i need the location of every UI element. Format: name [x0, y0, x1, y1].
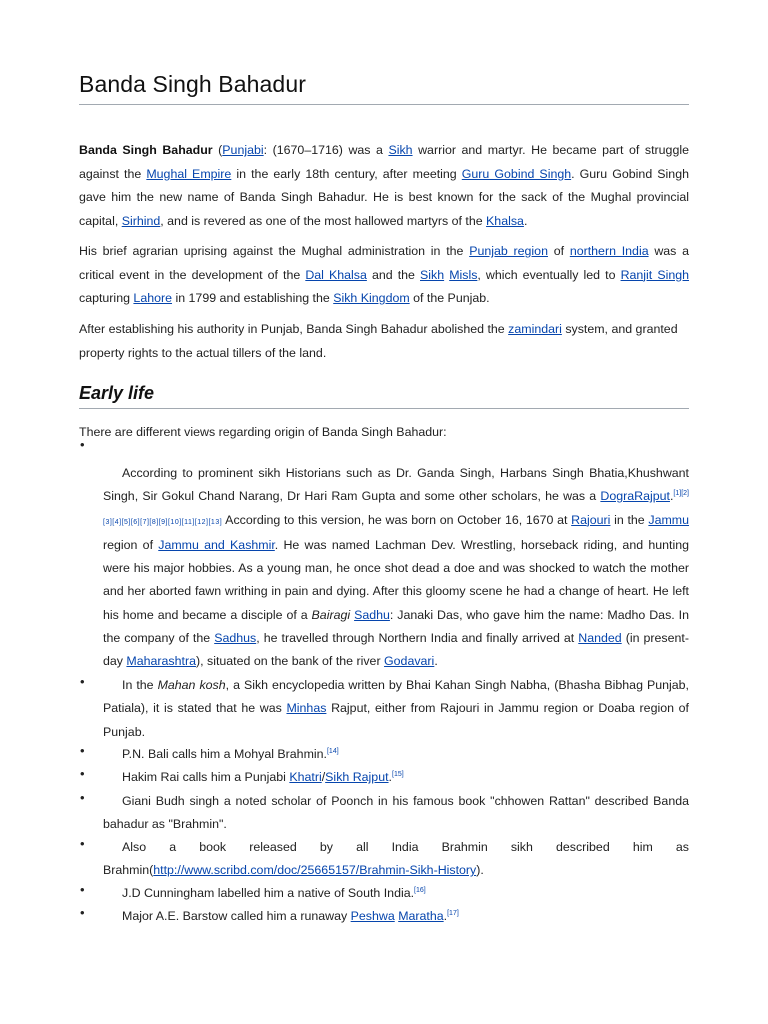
link-rajouri[interactable]: Rajouri [571, 512, 611, 527]
section-heading-early-life: Early life [79, 382, 689, 409]
list-item-1 [103, 462, 689, 674]
text: (in present-day [103, 631, 689, 669]
agrarian-paragraph [79, 240, 689, 311]
text: Also a book released by all India Brahmin sikh described him as Brahmin( [103, 840, 689, 878]
text: . [434, 654, 438, 669]
text: His brief agrarian uprising against the Mughal administration in the [79, 244, 470, 258]
text: . [443, 909, 448, 923]
text: . [523, 213, 528, 228]
link-sikh-kingdom[interactable]: Sikh Kingdom [333, 291, 410, 305]
page-title: Banda Singh Bahadur [79, 70, 689, 105]
text: ), situated on the bank of the river [195, 654, 385, 669]
text: According to this version, he was born on October 16, 1670 at [222, 512, 572, 527]
text: . He was named Lachman Dev. Wrestling, horseback riding, and hunting were his major hobbies. As a young man, he once shot dead a doe and was shocked to watch the mother and her aborted fawn writhing in pain and dying. After this gloomy scene he had a change of heart. He left his home and became a disciple of a [103, 537, 689, 622]
list-item-2 [103, 674, 689, 744]
link-guru-gobind-singh[interactable]: Guru Gobind Singh [461, 166, 572, 181]
zamindari-paragraph [79, 318, 689, 365]
link-khalsa[interactable]: Khalsa [486, 213, 524, 228]
text: of the Punjab. [409, 291, 490, 305]
bullet-marker: • [80, 674, 85, 689]
link-sadhus[interactable]: Sadhus [214, 631, 257, 646]
link-sikh[interactable]: Sikh [388, 143, 413, 157]
text: in the early 18th century, after meeting [231, 166, 462, 181]
text: . [669, 489, 674, 504]
reference-links[interactable]: [3][4][5][6][7][8][9][10][11][12][13] [103, 518, 223, 526]
text: According to prominent sikh Historians such as Dr. Ganda Singh, Harbans Singh Bhatia,Khushwant Singh, Sir Gokul Chand Narang, Dr Hari Ram Gupta and some other scholars, he was a [103, 466, 689, 504]
reference-link[interactable]: [16] [414, 886, 426, 894]
term-bairagi: Bairagi [311, 607, 351, 622]
link-scribd-url[interactable]: http://www.scribd.com/doc/25665157/Brahmin-Sikh-History [153, 863, 477, 878]
link-maharashtra[interactable]: Maharashtra [126, 654, 196, 669]
text: : (1670–1716) was a [263, 143, 389, 157]
bullet-marker: • [80, 882, 85, 897]
list-item-6 [103, 836, 689, 883]
link-misls[interactable]: Misls [449, 267, 478, 282]
link-nanded[interactable]: Nanded [578, 631, 622, 646]
reference-link[interactable]: [14] [326, 747, 339, 755]
link-jammu[interactable]: Jammu [648, 512, 690, 527]
text: of [547, 244, 570, 258]
bullet-marker: • [80, 836, 85, 851]
reference-link[interactable]: [17] [447, 909, 459, 917]
text: Rajput, either from Rajouri in Jammu region or Doaba region of Punjab. [103, 701, 689, 739]
text: P.N. Bali calls him a Mohyal Brahmin. [122, 747, 327, 761]
early-life-intro: There are different views regarding origin of Banda Singh Bahadur: [79, 425, 447, 439]
text: system, and granted property rights to the actual tillers of the land. [79, 322, 678, 360]
text: Hakim Rai calls him a Punjabi [122, 770, 290, 784]
list-item-4 [103, 766, 689, 789]
text: region of [103, 537, 159, 552]
text: : Janaki Das, who gave him the name: Madho Das. In the company of the [103, 607, 689, 646]
list-item-5 [103, 790, 689, 837]
list-item-8 [103, 905, 689, 928]
text: ). [476, 863, 484, 878]
link-maratha[interactable]: Maratha [398, 909, 444, 923]
text: , a Sikh encyclopedia written by Bhai Kahan Singh Nabha, (Bhasha Bibhag Punjab, Patiala), it is stated that he was [103, 678, 689, 716]
link-minhas[interactable]: Minhas [286, 701, 327, 716]
link-northern-india[interactable]: northern India [569, 244, 649, 258]
link-lahore[interactable]: Lahore [133, 291, 173, 305]
text: . [388, 770, 392, 784]
intro-paragraph [79, 139, 689, 233]
text: , which eventually led to [477, 267, 621, 282]
link-sikh-2[interactable]: Sikh [420, 267, 445, 282]
link-sikh-rajput[interactable]: Sikh Rajput [325, 770, 389, 784]
text: / [321, 770, 326, 784]
reference-link[interactable]: [1][2] [673, 490, 689, 498]
list-item-7 [103, 882, 689, 905]
link-mughal-empire[interactable]: Mughal Empire [146, 166, 232, 181]
bullet-marker: • [80, 905, 85, 920]
bullet-marker: • [80, 790, 85, 805]
text: capturing [79, 291, 134, 305]
link-sadhu[interactable]: Sadhu [354, 607, 390, 622]
subject-name: Banda Singh Bahadur [79, 143, 213, 157]
link-peshwa[interactable]: Peshwa [350, 909, 395, 923]
term-mahan-kosh: Mahan kosh [157, 678, 226, 692]
link-punjab-region[interactable]: Punjab region [469, 244, 548, 258]
link-godavari[interactable]: Godavari [384, 654, 435, 669]
link-dal-khalsa[interactable]: Dal Khalsa [305, 267, 367, 282]
link-khatri[interactable]: Khatri [289, 770, 322, 784]
text: Major A.E. Barstow called him a runaway [122, 909, 351, 923]
text: , he travelled through Northern India and finally arrived at [256, 631, 579, 646]
text: ( [212, 143, 223, 157]
link-punjabi[interactable]: Punjabi [222, 143, 264, 157]
text: After establishing his authority in Punjab, Banda Singh Bahadur abolished the [79, 322, 509, 336]
link-ranjit-singh[interactable]: Ranjit Singh [620, 267, 690, 282]
link-zamindari[interactable]: zamindari [508, 322, 562, 336]
text: warrior and martyr. He became part of struggle against the [79, 143, 689, 181]
bullet-marker: • [80, 766, 85, 781]
text: in 1799 and establishing the [172, 291, 334, 305]
reference-link[interactable]: [15] [392, 770, 404, 778]
link-dograrajput[interactable]: DograRajput [600, 489, 670, 504]
text: in the [610, 512, 649, 527]
text: . Guru Gobind Singh gave him the new name of Banda Singh Bahadur. He is best known for the sack of the Mughal provincial capital, [79, 166, 689, 228]
list-item-3 [103, 743, 689, 766]
text: , and is revered as one of the most hallowed martyrs of the [160, 213, 487, 228]
link-sirhind[interactable]: Sirhind [121, 213, 161, 228]
text: J.D Cunningham labelled him a native of South India. [122, 886, 415, 900]
bullet-marker: • [80, 437, 85, 452]
link-jammu-and-kashmir[interactable]: Jammu and Kashmir [158, 537, 275, 552]
text: and the [366, 267, 420, 282]
text: In the [122, 678, 158, 692]
text: was a critical event in the development of the [79, 244, 690, 282]
text: Giani Budh singh a noted scholar of Poonch in his famous book "chhowen Rattan" described Banda bahadur as "Brahmin". [103, 794, 689, 832]
bullet-marker: • [80, 743, 85, 758]
